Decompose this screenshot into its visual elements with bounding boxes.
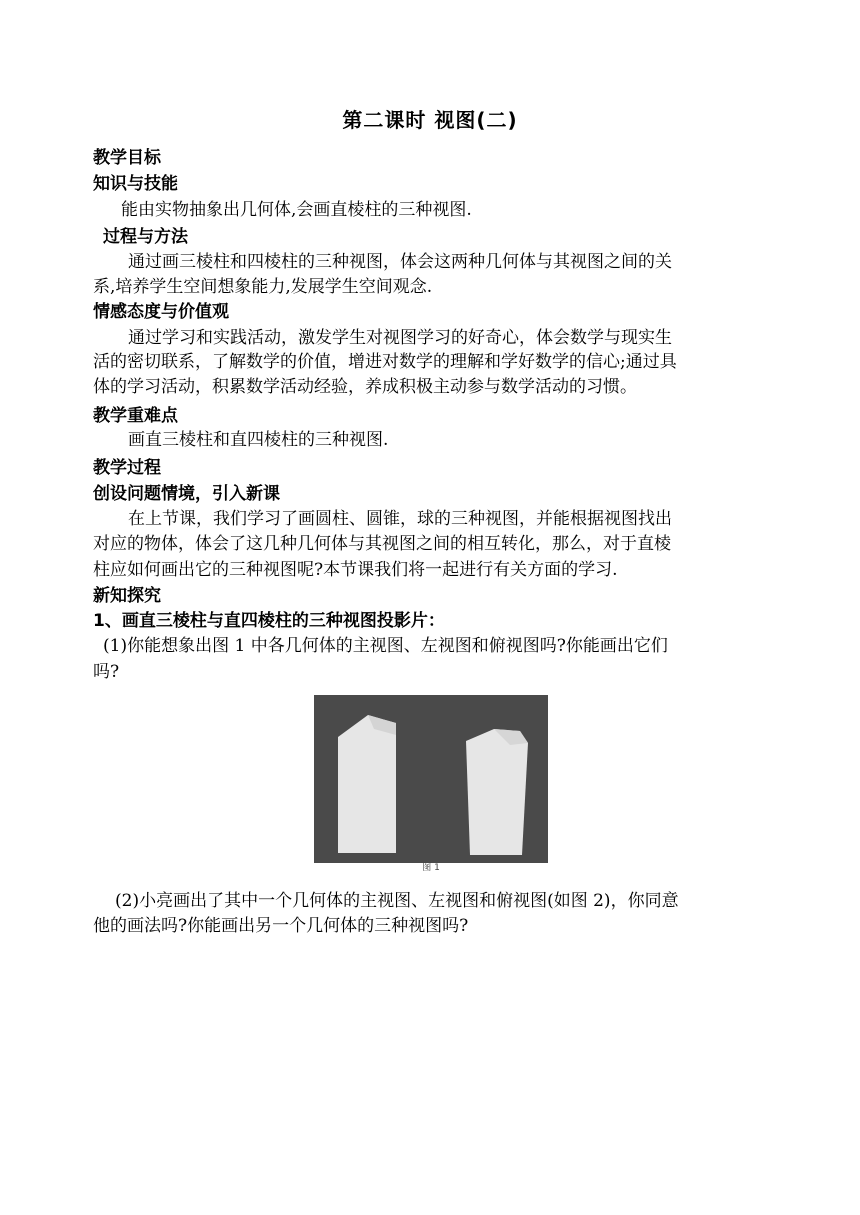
intro-line-2: 对应的物体，体会了这几种几何体与其视图之间的相互转化，那么，对于直棱 <box>93 534 671 554</box>
question-1-line-2: 吗? <box>93 662 120 682</box>
emotion-heading: 情感态度与价值观 <box>93 302 229 322</box>
page-title: 第二课时 视图(二) <box>342 108 518 132</box>
goals-heading: 教学目标 <box>93 148 161 168</box>
figure-1-caption: 图 1 <box>422 863 440 873</box>
intro-line-3: 柱应如何画出它的三种视图呢?本节课我们将一起进行有关方面的学习. <box>93 560 618 580</box>
knowledge-heading: 知识与技能 <box>93 174 178 194</box>
emotion-line-1: 通过学习和实践活动，激发学生对视图学习的好奇心，体会数学与现实生 <box>128 328 672 348</box>
procedure-heading: 教学过程 <box>93 458 161 478</box>
question-2-line-2: 他的画法吗?你能画出另一个几何体的三种视图吗? <box>93 916 469 936</box>
emotion-line-2: 活的密切联系，了解数学的价值，增进对数学的理解和学好数学的信心;通过具 <box>93 352 677 372</box>
question-2-line-1: (2)小亮画出了其中一个几何体的主视图、左视图和俯视图(如图 2)，你同意 <box>115 891 679 911</box>
intro-line-1: 在上节课，我们学习了画圆柱、圆锥，球的三种视图，并能根据视图找出 <box>128 509 672 529</box>
item1-heading: 1、画直三棱柱与直四棱柱的三种视图投影片： <box>93 611 445 631</box>
triangular-prism-shape <box>338 715 396 853</box>
difficulty-text: 画直三棱柱和直四棱柱的三种视图. <box>128 430 389 450</box>
knowledge-text: 能由实物抽象出几何体,会画直棱柱的三种视图. <box>121 200 472 220</box>
question-1-line-1: (1)你能想象出图 1 中各几何体的主视图、左视图和俯视图吗?你能画出它们 <box>103 636 668 656</box>
difficulty-heading: 教学重难点 <box>93 406 178 426</box>
emotion-line-3: 体的学习活动，积累数学活动经验，养成积极主动参与数学活动的习惯。 <box>93 377 637 397</box>
intro-heading: 创设问题情境，引入新课 <box>93 484 280 504</box>
explore-heading: 新知探究 <box>93 586 161 606</box>
process-line-1: 通过画三棱柱和四棱柱的三种视图，体会这两种几何体与其视图之间的关 <box>128 252 672 272</box>
process-heading: 过程与方法 <box>103 227 188 247</box>
quadrangular-prism-shape <box>466 729 528 855</box>
process-line-2: 系,培养学生空间想象能力,发展学生空间观念. <box>93 277 433 297</box>
figure-1-prisms-image <box>314 695 548 875</box>
